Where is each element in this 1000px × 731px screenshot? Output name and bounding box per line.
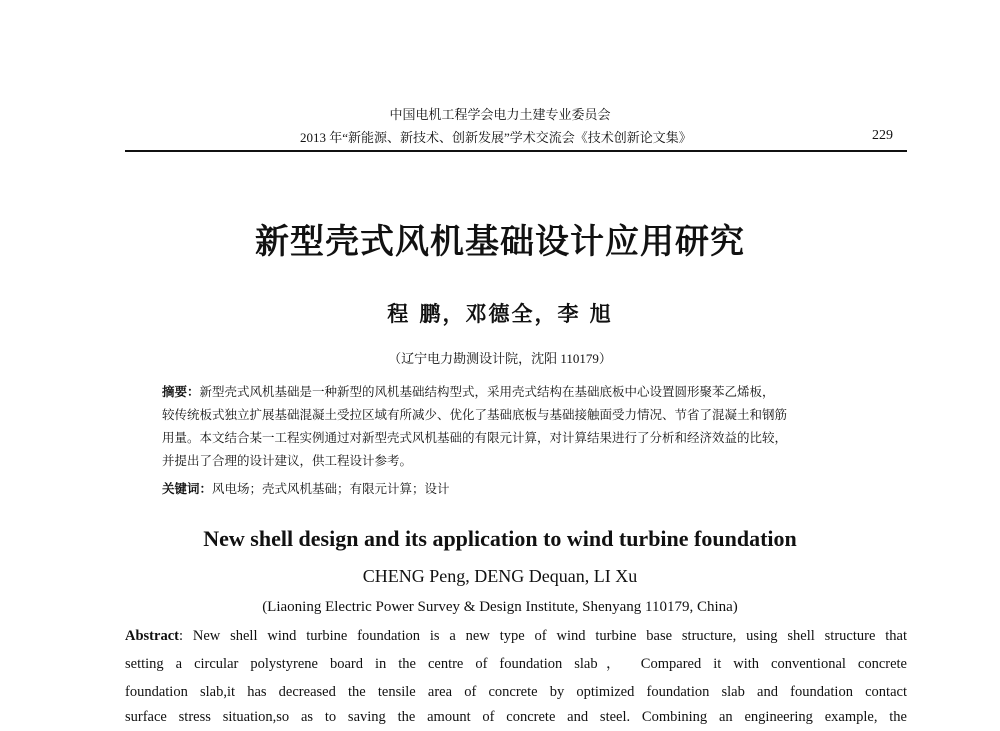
abstract-cn-line: 较传统板式独立扩展基础混凝土受拉区域有所减少、优化了基础底板与基础接触面受力情况、节省了混凝土和钢筋 bbox=[162, 408, 788, 422]
keywords-cn-text: 风电场；壳式风机基础；有限元计算；设计 bbox=[212, 482, 450, 496]
running-header-proceedings: 2013 年“新能源、新技术、创新发展”学术交流会《技术创新论文集》 bbox=[300, 130, 692, 145]
abstract-en-text: : New shell wind turbine foundation is a new type of wind turbine base structure, using shell structure that bbox=[178, 628, 907, 644]
running-header-society: 中国电机工程学会电力土建专业委员会 bbox=[389, 107, 611, 122]
abstract-en-line: foundation slab,it has decreased the tensile area of concrete by optimized foundation slab and foundation contact bbox=[125, 684, 907, 700]
paper-title-cn: 新型壳式风机基础设计应用研究 bbox=[255, 222, 745, 262]
abstract-cn-line bbox=[162, 381, 902, 403]
header-rule bbox=[125, 150, 907, 152]
affiliation-cn: （辽宁电力勘测设计院，沈阳 110179） bbox=[388, 351, 612, 366]
keywords-cn-label: 关键词： bbox=[162, 482, 213, 496]
abstract-cn-line: 并提出了合理的设计建议，供工程设计参考。 bbox=[162, 454, 413, 468]
authors-en: CHENG Peng, DENG Dequan, LI Xu bbox=[362, 566, 638, 586]
abstract-en-line bbox=[125, 624, 907, 648]
affiliation-en: (Liaoning Electric Power Survey & Design Institute, Shenyang 110179, China) bbox=[262, 599, 738, 615]
abstract-cn-line: 用量。本文结合某一工程实例通过对新型壳式风机基础的有限元计算，对计算结果进行了分析和经济效益的比较， bbox=[162, 431, 788, 445]
authors-cn: 程 鹏，邓德全，李 旭 bbox=[387, 302, 613, 326]
abstract-en-label: Abstract bbox=[125, 628, 179, 644]
keywords-cn bbox=[162, 478, 902, 500]
abstract-en-line: surface stress situation,so as to saving the amount of concrete and steel. Combining an engineering example, the bbox=[125, 709, 907, 725]
abstract-en-line: setting a circular polystyrene board in the centre of foundation slab， Compared it with conventional concrete bbox=[125, 656, 907, 672]
page-number: 229 bbox=[872, 128, 893, 143]
paper-title-en: New shell design and its application to wind turbine foundation bbox=[203, 526, 797, 551]
abstract-cn-label: 摘要： bbox=[162, 385, 200, 399]
abstract-cn-text: 新型壳式风机基础是一种新型的风机基础结构型式，采用壳式结构在基础底板中心设置圆形聚苯乙烯板， bbox=[199, 385, 775, 399]
